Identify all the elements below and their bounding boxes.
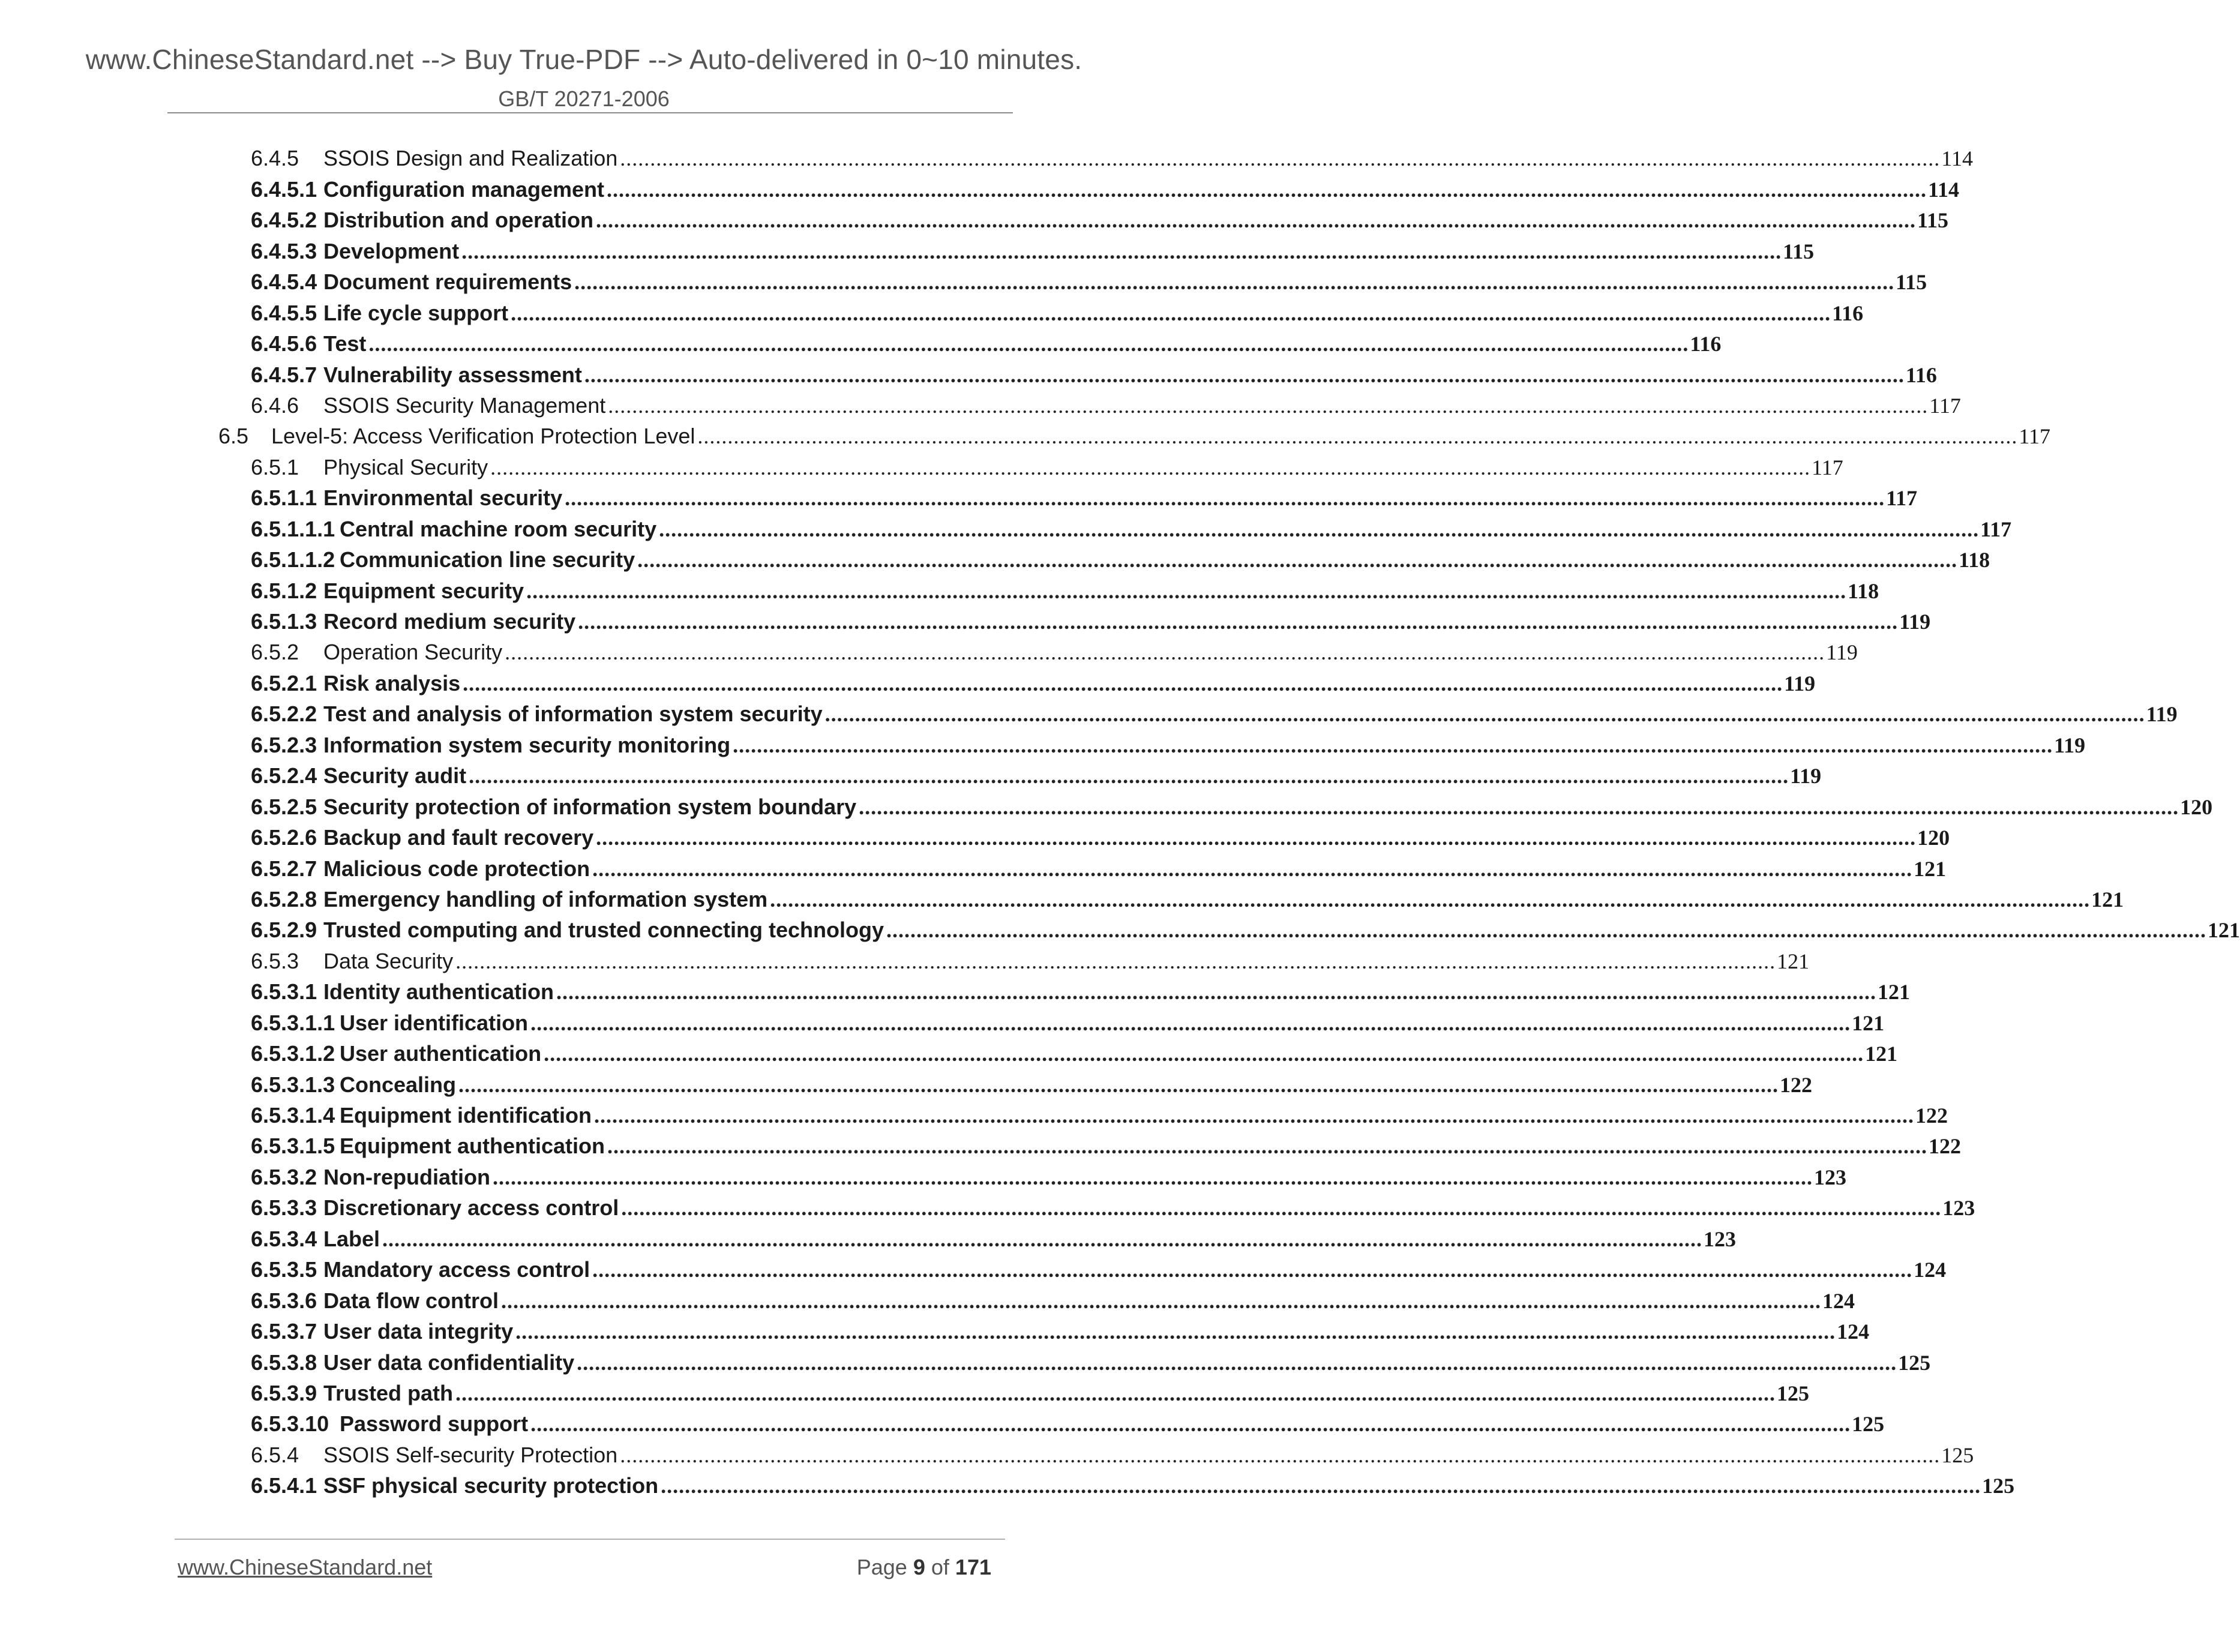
toc-entry-title: Test: [323, 331, 367, 356]
toc-dot-leader: ............................................................................................................................................................................................................................: [592, 1258, 1913, 1282]
page-total: 171: [955, 1555, 991, 1579]
toc-entry-number: 6.5.3.5: [251, 1257, 317, 1282]
toc-entry-number: 6.5.4: [251, 1442, 299, 1467]
toc-dot-leader: ............................................................................................................................................................................................................................: [511, 301, 1831, 325]
toc-entry[interactable]: [0, 234, 1815, 265]
footer-site-link[interactable]: www.ChineseStandard.net: [178, 1555, 433, 1579]
toc-entry-title: Communication line security: [340, 547, 635, 572]
toc-entry-text: [251, 1040, 541, 1068]
toc-dot-leader: ............................................................................................................................................................................................................................: [382, 1227, 1703, 1251]
toc-entry[interactable]: [0, 172, 1960, 203]
toc-dot-leader: ............................................................................................................................................................................................................................: [461, 239, 1782, 263]
table-of-contents: [0, 142, 2240, 1500]
toc-entry-text: [251, 1102, 592, 1129]
toc-entry-title: Operation Security: [323, 640, 503, 665]
toc-entry-text: [251, 948, 453, 975]
toc-entry-number: 6.5.3.1.3: [251, 1072, 335, 1097]
toc-entry-title: Equipment identification: [340, 1103, 592, 1128]
toc-entry-number: 6.5.1.1: [251, 485, 317, 511]
toc-entry-text: [251, 577, 524, 605]
toc-entry-number: 6.5.3.1.1: [251, 1010, 335, 1035]
toc-entry-page: 117: [1980, 517, 2012, 541]
toc-entry[interactable]: [0, 296, 1864, 326]
toc-dot-leader: ............................................................................................................................................................................................................................: [592, 856, 1913, 881]
toc-entry[interactable]: [0, 1129, 1962, 1160]
toc-dot-leader: ............................................................................................................................................................................................................................: [595, 208, 1916, 233]
toc-dot-leader: ............................................................................................................................................................................................................................: [620, 1443, 1941, 1467]
toc-entry-page: 125: [1777, 1381, 1810, 1405]
toc-entry-number: 6.5.2.9: [251, 918, 317, 943]
toc-entry-page: 119: [1826, 640, 1858, 665]
toc-dot-leader: ............................................................................................................................................................................................................................: [505, 640, 1825, 665]
toc-entry-text: [251, 1349, 574, 1377]
toc-entry-number: 6.5.2.7: [251, 856, 317, 881]
toc-dot-leader: ............................................................................................................................................................................................................................: [637, 548, 1958, 572]
toc-entry-page: 120: [2180, 794, 2213, 819]
toc-entry-text: [251, 886, 767, 913]
toc-entry-page: 116: [1905, 362, 1937, 387]
toc-entry-page: 119: [1899, 610, 1931, 634]
toc-entry-number: 6.5.3.10: [251, 1411, 329, 1437]
toc-entry-number: 6.5.3.1.2: [251, 1041, 335, 1066]
toc-dot-leader: ............................................................................................................................................................................................................................: [607, 1134, 1928, 1159]
toc-entry-number: 6.5.1.1.1: [251, 516, 335, 541]
toc-entry-number: 6.5.3.6: [251, 1288, 317, 1313]
toc-entry-text: [251, 1194, 619, 1222]
toc-dot-leader: ............................................................................................................................................................................................................................: [492, 1165, 1813, 1189]
toc-entry-text: [218, 422, 695, 450]
toc-entry[interactable]: [0, 605, 1931, 635]
toc-dot-leader: ............................................................................................................................................................................................................................: [697, 424, 2018, 449]
toc-entry[interactable]: [0, 944, 1810, 975]
toc-entry-page: 117: [2019, 424, 2051, 449]
toc-dot-leader: ............................................................................................................................................................................................................................: [455, 949, 1776, 973]
toc-entry-text: [251, 793, 856, 821]
toc-entry[interactable]: [0, 728, 2086, 758]
toc-entry-page: 118: [1848, 578, 1879, 603]
toc-entry-title: Label: [323, 1226, 380, 1251]
toc-entry[interactable]: [0, 666, 1816, 697]
toc-dot-leader: ............................................................................................................................................................................................................................: [565, 486, 1885, 511]
toc-entry-page: 121: [1865, 1042, 1898, 1066]
toc-dot-leader: ............................................................................................................................................................................................................................: [469, 764, 1789, 788]
toc-entry-text: [251, 731, 730, 759]
toc-entry[interactable]: [0, 1438, 1974, 1468]
toc-entry-number: 6.5.2.1: [251, 670, 317, 695]
toc-entry-title: Identity authentication: [323, 979, 554, 1005]
toc-dot-leader: ............................................................................................................................................................................................................................: [659, 517, 1980, 541]
toc-entry[interactable]: [0, 1037, 1898, 1068]
toc-entry-title: Information system security monitoring: [323, 732, 731, 757]
toc-entry-page: 121: [1852, 1011, 1885, 1035]
toc-entry-text: [251, 392, 605, 419]
toc-entry-number: 6.4.5.6: [251, 331, 317, 356]
toc-entry-number: 6.5.3.2: [251, 1164, 317, 1189]
toc-entry-title: Concealing: [340, 1072, 457, 1097]
toc-entry-title: User data confidentiality: [323, 1350, 575, 1375]
toc-entry-number: 6.5.1: [251, 454, 299, 479]
toc-entry-title: Equipment authentication: [340, 1134, 605, 1159]
toc-entry-title: User data integrity: [323, 1319, 514, 1344]
toc-entry-page: 125: [1982, 1474, 2015, 1498]
toc-entry-page: 122: [1915, 1104, 1948, 1128]
toc-entry-page: 121: [2091, 887, 2124, 912]
toc-dot-leader: ............................................................................................................................................................................................................................: [859, 794, 2179, 819]
toc-entry-text: [251, 361, 582, 389]
toc-entry-text: [251, 978, 554, 1006]
toc-entry-page: 119: [2054, 733, 2086, 757]
toc-entry-title: Data flow control: [323, 1288, 499, 1313]
toc-dot-leader: ............................................................................................................................................................................................................................: [824, 702, 2145, 727]
toc-dot-leader: ............................................................................................................................................................................................................................: [770, 887, 2091, 912]
toc-entry[interactable]: [0, 203, 1948, 234]
toc-entry[interactable]: [0, 1099, 1948, 1129]
toc-dot-leader: ............................................................................................................................................................................................................................: [584, 362, 1905, 387]
toc-entry-page: 115: [1783, 239, 1815, 263]
toc-entry-title: Vulnerability assessment: [323, 362, 582, 387]
toc-entry-number: 6.4.5.3: [251, 238, 317, 263]
toc-entry-page: 124: [1837, 1320, 1870, 1344]
page-header-banner: www.ChineseStandard.net --> Buy True-PDF --> Auto-delivered in 0~10 minutes.: [85, 44, 1082, 75]
toc-entry[interactable]: [0, 327, 1722, 358]
toc-entry-title: Data Security: [323, 948, 454, 973]
page-current: 9: [913, 1555, 925, 1579]
toc-entry-number: 6.5.3.1.4: [251, 1103, 335, 1128]
toc-entry[interactable]: [0, 821, 1950, 852]
toc-entry-page: 117: [1886, 486, 1918, 511]
toc-entry-title: Emergency handling of information system: [323, 886, 768, 912]
toc-entry[interactable]: [0, 975, 1911, 1006]
toc-entry[interactable]: [0, 790, 2213, 820]
toc-entry-text: [251, 1380, 453, 1407]
toc-entry-text: [251, 546, 635, 574]
toc-dot-leader: ............................................................................................................................................................................................................................: [530, 1412, 1851, 1437]
toc-entry-number: 6.5.4.1: [251, 1473, 317, 1498]
toc-entry[interactable]: [0, 389, 1961, 419]
toc-entry-title: Configuration management: [323, 176, 605, 202]
toc-entry-text: [251, 762, 466, 790]
toc-dot-leader: ............................................................................................................................................................................................................................: [661, 1474, 1981, 1498]
toc-entry-text: [251, 268, 572, 296]
toc-entry-page: 119: [1784, 671, 1816, 695]
toc-entry-text: [251, 515, 656, 543]
toc-entry-number: 6.5.3.7: [251, 1319, 317, 1344]
toc-entry-number: 6.5.1.3: [251, 609, 317, 634]
toc-entry[interactable]: [0, 1006, 1885, 1036]
toc-entry-text: [251, 176, 604, 203]
toc-entry-title: SSOIS Security Management: [323, 392, 606, 418]
toc-entry[interactable]: [0, 697, 2178, 728]
toc-entry-page: 122: [1929, 1134, 1962, 1159]
toc-entry-text: [251, 916, 884, 944]
toc-entry-text: [251, 238, 459, 265]
toc-entry-number: 6.5.2.2: [251, 701, 317, 727]
toc-entry[interactable]: [0, 1191, 1975, 1222]
toc-entry-title: Password support: [340, 1411, 529, 1437]
toc-entry-title: Development: [323, 238, 460, 263]
toc-entry[interactable]: [0, 1345, 1931, 1376]
toc-entry-page: 114: [1941, 146, 1973, 171]
toc-entry[interactable]: [0, 574, 1879, 604]
toc-entry[interactable]: [0, 1469, 2015, 1500]
toc-entry-title: Life cycle support: [323, 300, 509, 325]
toc-entry-title: Level-5: Access Verification Protection Level: [271, 424, 695, 449]
toc-dot-leader: ............................................................................................................................................................................................................................: [368, 332, 1689, 356]
toc-entry[interactable]: [0, 1315, 1870, 1345]
toc-dot-leader: ............................................................................................................................................................................................................................: [515, 1320, 1836, 1344]
toc-entry-text: [251, 855, 590, 883]
toc-entry-text: [251, 145, 617, 172]
toc-entry-number: 6.5.2.4: [251, 763, 317, 788]
toc-entry-title: Non-repudiation: [323, 1164, 490, 1189]
toc-dot-leader: ............................................................................................................................................................................................................................: [526, 578, 1847, 603]
toc-dot-leader: ............................................................................................................................................................................................................................: [607, 177, 1927, 202]
toc-entry-text: [251, 1071, 456, 1099]
toc-entry-text: [251, 670, 460, 697]
toc-entry-title: SSOIS Design and Realization: [323, 146, 618, 171]
document-code: GB/T 20271-2006: [498, 86, 670, 111]
toc-entry-text: [251, 484, 562, 512]
toc-dot-leader: ............................................................................................................................................................................................................................: [886, 918, 2207, 943]
toc-entry-number: 6.5.1.2: [251, 578, 317, 603]
toc-entry-page: 115: [1917, 208, 1948, 233]
toc-entry-number: 6.5.2.6: [251, 825, 317, 850]
toc-entry[interactable]: [0, 635, 1858, 666]
toc-entry-title: Record medium security: [323, 609, 576, 634]
toc-entry-text: [251, 1287, 499, 1315]
toc-entry[interactable]: [0, 1068, 1813, 1098]
toc-entry[interactable]: [0, 1160, 1846, 1191]
toc-entry-title: SSOIS Self-security Protection: [323, 1442, 618, 1467]
toc-entry-number: 6.4.5.2: [251, 208, 317, 233]
toc-entry[interactable]: [0, 512, 2012, 542]
page-label: Page: [856, 1555, 907, 1579]
toc-entry-title: Distribution and operation: [323, 208, 593, 233]
toc-entry-page: 115: [1896, 270, 1927, 295]
toc-entry[interactable]: [0, 1222, 1737, 1252]
toc-entry-page: 118: [1959, 548, 1990, 572]
toc-entry-number: 6.5.3.3: [251, 1195, 317, 1221]
toc-entry-text: [251, 700, 823, 728]
toc-entry-title: Malicious code protection: [323, 856, 590, 881]
toc-dot-leader: ............................................................................................................................................................................................................................: [544, 1042, 1864, 1066]
toc-dot-leader: ............................................................................................................................................................................................................................: [577, 1350, 1897, 1375]
page-indicator: [857, 1555, 991, 1580]
toc-entry-number: 6.5.3.1: [251, 979, 317, 1005]
toc-dot-leader: ............................................................................................................................................................................................................................: [574, 270, 1895, 295]
toc-dot-leader: ............................................................................................................................................................................................................................: [463, 671, 1783, 695]
toc-entry-title: Backup and fault recovery: [323, 825, 594, 850]
toc-entry-number: 6.5.3: [251, 948, 299, 973]
toc-dot-leader: ............................................................................................................................................................................................................................: [530, 1011, 1851, 1035]
toc-entry-title: Central machine room security: [340, 516, 657, 541]
toc-entry-title: Equipment security: [323, 578, 524, 603]
toc-dot-leader: ............................................................................................................................................................................................................................: [490, 455, 1811, 479]
toc-dot-leader: ............................................................................................................................................................................................................................: [596, 826, 1917, 850]
toc-entry-page: 121: [2208, 918, 2240, 943]
toc-entry-text: [251, 1225, 380, 1253]
toc-entry-number: 6.5.2.8: [251, 886, 317, 912]
toc-entry-number: 6.4.5.1: [251, 176, 317, 202]
toc-entry[interactable]: [0, 759, 1822, 790]
toc-entry[interactable]: [0, 1284, 1855, 1314]
toc-dot-leader: ............................................................................................................................................................................................................................: [620, 146, 1941, 171]
toc-entry[interactable]: [0, 852, 1947, 882]
toc-entry-number: 6.5.2.3: [251, 732, 317, 757]
toc-entry-text: [251, 330, 366, 358]
toc-dot-leader: ............................................................................................................................................................................................................................: [458, 1072, 1779, 1097]
toc-dot-leader: ............................................................................................................................................................................................................................: [621, 1196, 1942, 1221]
toc-entry-title: Mandatory access control: [323, 1257, 590, 1282]
toc-entry-title: Environmental security: [323, 485, 563, 511]
toc-entry[interactable]: [0, 419, 2051, 450]
toc-entry-page: 124: [1822, 1288, 1855, 1313]
toc-dot-leader: ............................................................................................................................................................................................................................: [455, 1381, 1776, 1405]
toc-entry-page: 121: [1914, 856, 1947, 881]
toc-entry[interactable]: [0, 913, 2240, 944]
toc-entry-number: 6.5.1.1.2: [251, 547, 335, 572]
toc-dot-leader: ............................................................................................................................................................................................................................: [578, 610, 1899, 634]
toc-entry-text: [251, 1472, 658, 1500]
toc-entry[interactable]: [0, 265, 1927, 296]
toc-entry-title: Security audit: [323, 763, 467, 788]
toc-entry-number: 6.5.2.5: [251, 794, 317, 819]
toc-entry-number: 6.5: [218, 424, 249, 449]
toc-entry-text: [251, 1164, 490, 1191]
toc-entry-number: 6.4.5.5: [251, 300, 317, 325]
toc-entry-page: 125: [1852, 1412, 1885, 1437]
toc-entry-text: [251, 1256, 590, 1284]
toc-entry-text: [251, 1132, 605, 1160]
toc-entry-text: [251, 1318, 513, 1345]
toc-dot-leader: ............................................................................................................................................................................................................................: [501, 1288, 1822, 1313]
toc-entry-text: [251, 1441, 617, 1469]
toc-entry-text: [251, 454, 488, 481]
toc-entry-number: 6.4.6: [251, 392, 299, 418]
toc-entry-page: 119: [1790, 764, 1822, 788]
toc-entry-text: [251, 299, 508, 327]
toc-dot-leader: ............................................................................................................................................................................................................................: [556, 980, 1877, 1005]
toc-entry-text: [251, 206, 593, 234]
toc-entry-page: 125: [1898, 1350, 1931, 1375]
toc-entry[interactable]: [0, 1407, 1885, 1438]
toc-entry-page: 120: [1917, 826, 1950, 850]
toc-entry-text: [251, 1009, 528, 1037]
toc-entry-number: 6.5.3.8: [251, 1350, 317, 1375]
toc-entry-title: Test and analysis of information system security: [323, 701, 823, 727]
toc-entry[interactable]: [0, 1253, 1947, 1284]
toc-entry-text: [251, 608, 575, 635]
toc-entry[interactable]: [0, 883, 2124, 913]
toc-entry-text: [251, 824, 593, 852]
toc-entry-text: [251, 638, 502, 666]
toc-entry-page: 123: [1813, 1165, 1846, 1189]
toc-entry-page: 122: [1780, 1072, 1813, 1097]
toc-entry[interactable]: [0, 142, 1973, 172]
toc-entry-page: 116: [1690, 332, 1722, 356]
toc-entry-page: 123: [1942, 1196, 1975, 1221]
toc-entry-title: Document requirements: [323, 269, 572, 295]
toc-entry-page: 119: [2146, 702, 2178, 727]
toc-entry-number: 6.5.2: [251, 640, 299, 665]
toc-entry-title: Discretionary access control: [323, 1195, 619, 1221]
toc-entry-number: 6.4.5.4: [251, 269, 317, 295]
toc-entry-number: 6.5.3.4: [251, 1226, 317, 1251]
toc-entry-title: Trusted computing and trusted connecting technology: [323, 918, 884, 943]
toc-entry-page: 116: [1832, 301, 1864, 325]
page-of: of: [931, 1555, 949, 1579]
toc-entry-title: SSF physical security protection: [323, 1473, 659, 1498]
toc-entry-page: 124: [1914, 1258, 1947, 1282]
toc-dot-leader: ............................................................................................................................................................................................................................: [733, 733, 2053, 757]
toc-entry[interactable]: [0, 543, 1990, 574]
toc-entry-number: 6.5.3.9: [251, 1380, 317, 1405]
toc-entry[interactable]: [0, 450, 1843, 481]
toc-entry-title: Risk analysis: [323, 670, 461, 695]
footer-divider: [175, 1539, 1005, 1540]
toc-entry[interactable]: [0, 481, 1918, 512]
toc-entry-title: Physical Security: [323, 454, 488, 479]
toc-entry-page: 125: [1941, 1443, 1974, 1467]
toc-entry[interactable]: [0, 358, 1937, 388]
toc-entry-text: [251, 1410, 528, 1438]
toc-entry-page: 117: [1812, 455, 1843, 479]
toc-entry-number: 6.4.5: [251, 146, 299, 171]
toc-entry-page: 117: [1929, 393, 1961, 418]
toc-entry-title: User authentication: [340, 1041, 542, 1066]
toc-entry-number: 6.5.3.1.5: [251, 1134, 335, 1159]
toc-entry-page: 123: [1704, 1227, 1737, 1251]
toc-dot-leader: ............................................................................................................................................................................................................................: [594, 1104, 1914, 1128]
toc-entry-page: 114: [1928, 177, 1960, 202]
toc-entry-page: 121: [1878, 980, 1911, 1005]
toc-entry-title: Security protection of information system boundary: [323, 794, 857, 819]
toc-entry-title: User identification: [340, 1010, 529, 1035]
toc-entry-number: 6.4.5.7: [251, 362, 317, 387]
header-divider: [167, 112, 1013, 113]
toc-entry[interactable]: [0, 1377, 1810, 1407]
toc-dot-leader: ............................................................................................................................................................................................................................: [608, 393, 1929, 418]
toc-entry-title: Trusted path: [323, 1380, 454, 1405]
toc-entry-page: 121: [1777, 949, 1810, 973]
